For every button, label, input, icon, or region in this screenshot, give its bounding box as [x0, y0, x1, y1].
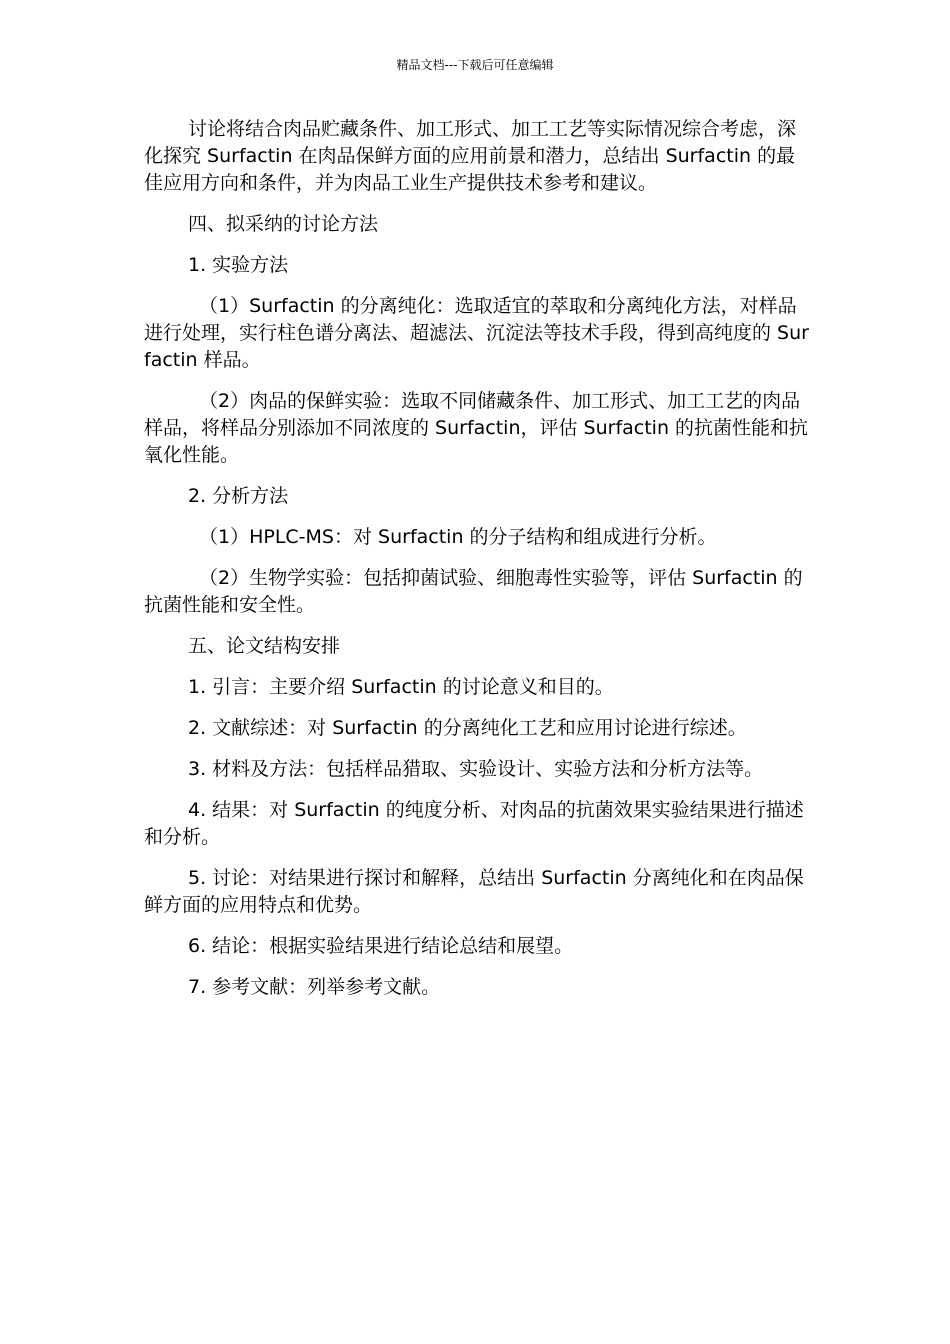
list-item-literature-review: 2. 文献综述：对 Surfactin 的分离纯化工艺和应用讨论进行综述。: [188, 717, 747, 739]
list-item-discussion: 5. 讨论：对结果进行探讨和解释，总结出 Surfactin 分离纯化和在肉品保鲜方面的应用特点和优势。: [144, 867, 804, 916]
list-item-introduction: 1. 引言：主要介绍 Surfactin 的讨论意义和目的。: [188, 676, 614, 698]
subsection-heading-analysis-methods: 2. 分析方法: [188, 485, 289, 507]
subsection-heading-experimental-methods: 1. 实验方法: [188, 254, 289, 276]
list-item-materials-methods: 3. 材料及方法：包括样品猎取、实验设计、实验方法和分析方法等。: [188, 758, 764, 780]
paragraph-biology-experiment: （2）生物学实验：包括抑菌试验、细胞毒性实验等，评估 Surfactin 的抗菌性能和安全性。: [144, 567, 803, 616]
paragraph-discussion-summary: 讨论将结合肉品贮藏条件、加工形式、加工工艺等实际情况综合考虑，深化探究 Surfactin 在肉品保鲜方面的应用前景和潜力，总结出 Surfactin 的最佳应用方向和条件，并为肉品工业生产提供技术参考和建议。: [144, 118, 797, 194]
paragraph-hplc-ms: （1）HPLC-MS：对 Surfactin 的分子结构和组成进行分析。: [199, 526, 717, 548]
page-header: 精品文档---下载后可任意编辑: [396, 58, 554, 72]
paragraph-preservation-experiment: （2）肉品的保鲜实验：选取不同储藏条件、加工形式、加工工艺的肉品样品，将样品分别添加不同浓度的 Surfactin，评估 Surfactin 的抗菌性能和抗氧化性能。: [144, 390, 809, 466]
list-item-references: 7. 参考文献：列举参考文献。: [188, 976, 441, 998]
section-heading-methods: 四、拟采纳的讨论方法: [188, 213, 379, 235]
list-item-results: 4. 结果：对 Surfactin 的纯度分析、对肉品的抗菌效果实验结果进行描述和分析。: [144, 799, 804, 848]
document-body: [144, 116, 810, 1015]
list-item-conclusion: 6. 结论：根据实验结果进行结论总结和展望。: [188, 935, 574, 957]
paragraph-separation-purification: （1）Surfactin 的分离纯化：选取适宜的萃取和分离纯化方法，对样品进行处理，实行柱色谱分离法、超滤法、沉淀法等技术手段，得到高纯度的 Surfactin 样品。: [144, 295, 809, 371]
section-heading-thesis-structure: 五、论文结构安排: [188, 635, 341, 657]
